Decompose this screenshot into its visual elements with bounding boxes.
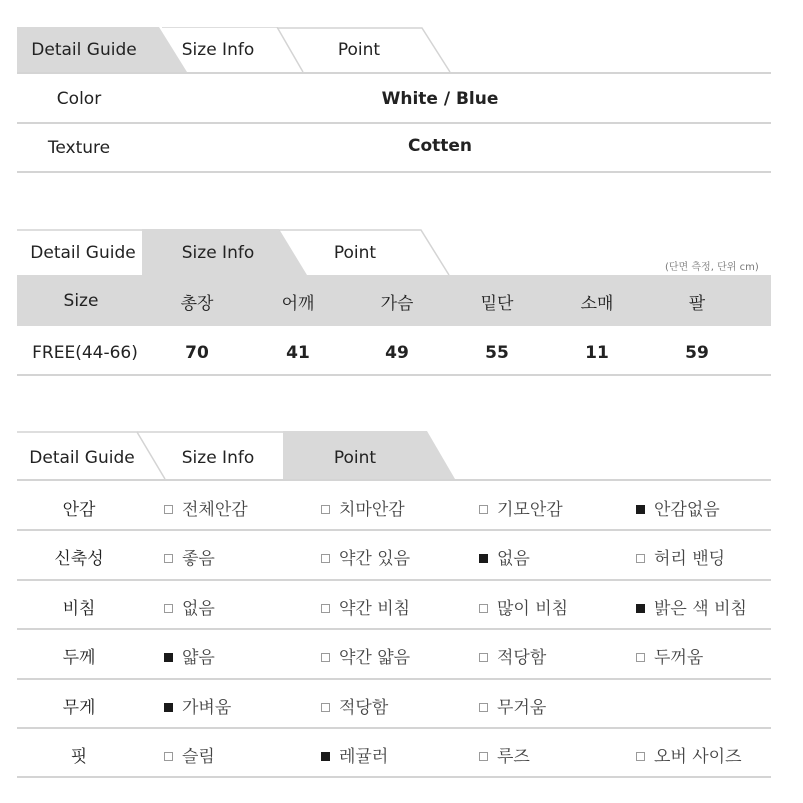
option-none[interactable]: [164, 594, 215, 619]
divider: [17, 529, 771, 531]
option-text: 적당함: [339, 698, 389, 718]
divider: [17, 72, 771, 74]
option-text: 적당함: [497, 648, 547, 668]
point-label-thickness: 두께: [62, 648, 96, 668]
point-label-lining: 안감: [62, 500, 96, 520]
size-value-hem: 55: [485, 343, 509, 363]
size-header-sleeve: 소매: [580, 294, 614, 314]
option-full-lining[interactable]: [164, 495, 248, 520]
option-text: 전체안감: [182, 500, 248, 520]
measurement-note: (단면 측정, 단위 cm): [665, 262, 759, 273]
option-slight[interactable]: [321, 544, 410, 569]
option-text: 가벼움: [182, 698, 232, 718]
checkbox-icon: [164, 752, 173, 761]
point-label-weight: 무게: [62, 698, 96, 718]
option-oversize[interactable]: [636, 742, 742, 767]
tab-detail-guide[interactable]: Detail Guide: [30, 243, 136, 263]
checkbox-icon: [164, 604, 173, 613]
tab-point[interactable]: Point: [337, 40, 381, 60]
option-text: 레귤러: [339, 747, 389, 767]
size-header-length: 총장: [180, 294, 214, 314]
divider: [17, 374, 771, 376]
tab-size-info[interactable]: Size Info: [181, 448, 255, 468]
texture-value: Cotten: [407, 136, 473, 156]
checkbox-icon: [479, 505, 488, 514]
option-fleece-lining[interactable]: [479, 495, 563, 520]
checkbox-icon: [636, 653, 645, 662]
point-label-stretch: 신축성: [54, 549, 104, 569]
checked-box-icon: [164, 653, 173, 662]
option-text: 많이 비침: [497, 599, 569, 619]
checkbox-icon: [479, 703, 488, 712]
size-header-hem: 밑단: [480, 294, 514, 314]
tab-size-info[interactable]: Size Info: [181, 243, 255, 263]
option-none[interactable]: [479, 544, 530, 569]
checkbox-icon: [479, 604, 488, 613]
checkbox-icon: [321, 604, 330, 613]
option-text: 없음: [497, 549, 530, 569]
checkbox-icon: [164, 505, 173, 514]
checked-box-icon: [636, 604, 645, 613]
point-section: [17, 431, 771, 783]
tab-point[interactable]: Point: [333, 243, 377, 263]
option-slight-sheer[interactable]: [321, 594, 410, 619]
divider: [17, 171, 771, 173]
checkbox-icon: [321, 505, 330, 514]
checkbox-icon: [321, 703, 330, 712]
checkbox-icon: [636, 554, 645, 563]
detail-guide-section: [17, 27, 771, 177]
option-text: 약간 있음: [339, 549, 411, 569]
checkbox-icon: [479, 752, 488, 761]
checked-box-icon: [164, 703, 173, 712]
option-thick[interactable]: [636, 643, 703, 668]
size-value-length: 70: [185, 343, 209, 363]
option-text: 기모안감: [497, 500, 563, 520]
checkbox-icon: [164, 554, 173, 563]
size-value-size: FREE(44-66): [32, 343, 138, 363]
option-moderate[interactable]: [479, 643, 546, 668]
option-slim[interactable]: [164, 742, 215, 767]
size-value-arm: 59: [685, 343, 709, 363]
option-moderate[interactable]: [321, 693, 388, 718]
point-label-fit: 핏: [70, 747, 88, 767]
option-no-lining[interactable]: [636, 495, 720, 520]
checked-box-icon: [321, 752, 330, 761]
point-label-sheerness: 비침: [62, 599, 96, 619]
option-text: 치마안감: [339, 500, 405, 520]
checked-box-icon: [636, 505, 645, 514]
option-good[interactable]: [164, 544, 215, 569]
size-value-shoulder: 41: [286, 343, 310, 363]
option-text: 얇음: [182, 648, 215, 668]
checkbox-icon: [479, 653, 488, 662]
divider: [17, 122, 771, 124]
divider: [17, 479, 771, 481]
size-header-arm: 팔: [688, 294, 706, 314]
option-light[interactable]: [164, 693, 231, 718]
option-text: 허리 밴딩: [654, 549, 726, 569]
size-header-chest: 가슴: [380, 294, 414, 314]
option-skirt-lining[interactable]: [321, 495, 405, 520]
option-very-sheer[interactable]: [479, 594, 568, 619]
option-text: 약간 얇음: [339, 648, 411, 668]
size-info-section: [17, 229, 771, 379]
option-text: 밝은 색 비침: [654, 599, 747, 619]
tab-size-info[interactable]: Size Info: [181, 40, 255, 60]
divider: [17, 776, 771, 778]
option-text: 안감없음: [654, 500, 720, 520]
divider: [17, 579, 771, 581]
checkbox-icon: [636, 752, 645, 761]
tab-detail-guide[interactable]: Detail Guide: [29, 448, 135, 468]
option-slightly-thin[interactable]: [321, 643, 410, 668]
option-text: 오버 사이즈: [654, 747, 742, 767]
texture-label: Texture: [47, 138, 111, 158]
size-header-size: Size: [63, 291, 99, 311]
checkbox-icon: [321, 554, 330, 563]
color-label: Color: [56, 89, 102, 109]
option-text: 없음: [182, 599, 215, 619]
option-text: 좋음: [182, 549, 215, 569]
tab-point[interactable]: Point: [333, 448, 377, 468]
option-text: 루즈: [497, 747, 530, 767]
option-light-color-sheer[interactable]: [636, 594, 747, 619]
size-value-chest: 49: [385, 343, 409, 363]
size-header-shoulder: 어깨: [281, 294, 315, 314]
option-loose[interactable]: [479, 742, 530, 767]
option-thin[interactable]: [164, 643, 215, 668]
divider: [17, 628, 771, 630]
option-regular[interactable]: [321, 742, 388, 767]
option-text: 두꺼움: [654, 648, 704, 668]
divider: [17, 727, 771, 729]
option-heavy[interactable]: [479, 693, 546, 718]
option-waist-banding[interactable]: [636, 544, 725, 569]
size-value-sleeve: 11: [585, 343, 609, 363]
tab-detail-guide[interactable]: Detail Guide: [31, 40, 137, 60]
divider: [17, 678, 771, 680]
color-value: White / Blue: [381, 89, 499, 109]
option-text: 무거움: [497, 698, 547, 718]
option-text: 약간 비침: [339, 599, 411, 619]
checkbox-icon: [321, 653, 330, 662]
option-text: 슬림: [182, 747, 215, 767]
checked-box-icon: [479, 554, 488, 563]
